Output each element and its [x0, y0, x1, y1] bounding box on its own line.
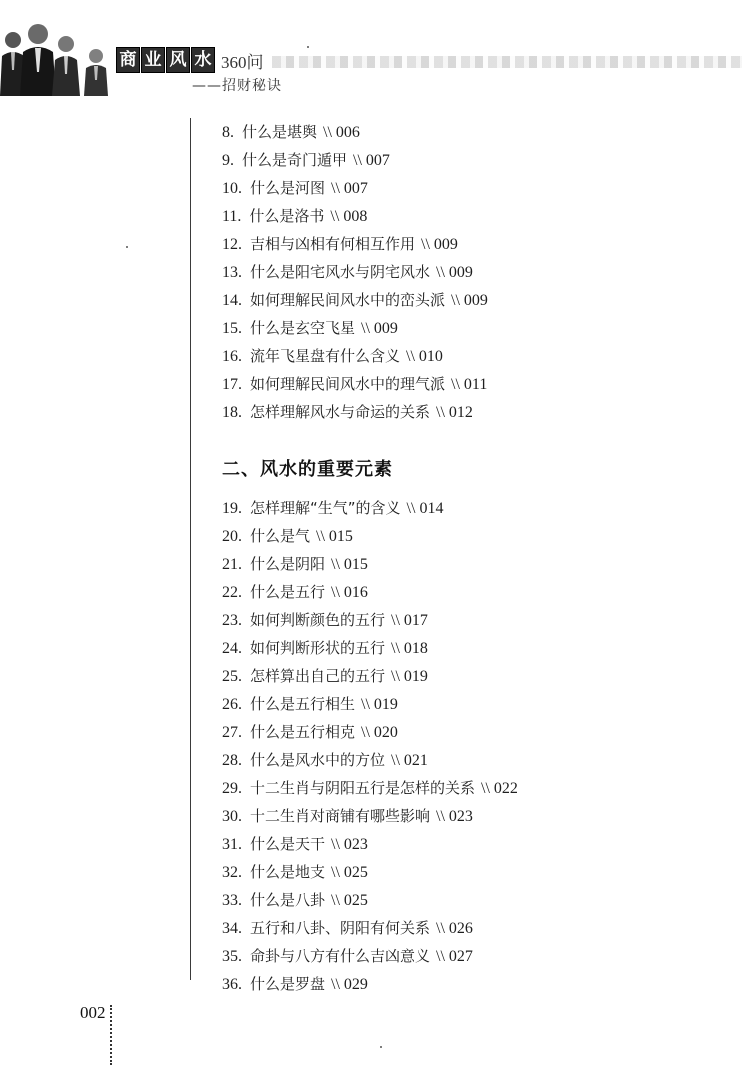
book-title	[116, 47, 264, 73]
toc-entry-title: 什么是风水中的方位	[250, 751, 386, 769]
toc-entry-page: \\ 014	[406, 500, 444, 517]
print-speck	[126, 246, 128, 248]
title-char: 商	[116, 47, 140, 73]
toc-entry-page: \\ 010	[406, 348, 443, 365]
toc-entry-page: \\ 017	[391, 612, 428, 629]
toc-entry-number: 33.	[222, 892, 242, 909]
toc-entry-page: \\ 008	[330, 208, 368, 225]
toc-entry-page: \\ 025	[331, 864, 368, 881]
toc-group-2	[222, 494, 742, 998]
toc-entry-page: \\ 020	[361, 724, 398, 741]
toc-entry-number: 10.	[222, 180, 242, 197]
toc-entry	[222, 258, 742, 286]
toc-entry	[222, 578, 742, 606]
toc-entry	[222, 230, 742, 258]
toc-entry-number: 15.	[222, 320, 242, 337]
toc-entry-number: 31.	[222, 836, 242, 853]
toc-entry-page: \\ 025	[331, 892, 368, 909]
title-char: 水	[191, 47, 215, 73]
toc-entry-number: 32.	[222, 864, 242, 881]
toc-entry-page: \\ 015	[331, 556, 368, 573]
page-number: 002	[80, 1003, 106, 1022]
toc-entry	[222, 146, 742, 174]
toc-entry	[222, 746, 742, 774]
toc-entry	[222, 970, 742, 998]
toc-entry-page: \\ 029	[331, 976, 368, 993]
toc-entry-number: 34.	[222, 920, 242, 937]
book-subtitle: ——招财秘诀	[192, 78, 282, 94]
toc-entry	[222, 914, 742, 942]
toc-entry-number: 8.	[222, 124, 234, 141]
toc-entry-number: 24.	[222, 640, 242, 657]
toc-entry-number: 36.	[222, 976, 242, 993]
toc-entry-title: 什么是天干	[250, 835, 326, 853]
toc-entry-number: 9.	[222, 152, 234, 169]
toc-entry	[222, 942, 742, 970]
toc-entry-title: 如何理解民间风水中的峦头派	[250, 291, 446, 309]
toc-entry	[222, 314, 742, 342]
toc-entry-title: 什么是阴阳	[250, 555, 326, 573]
toc-entry-title: 如何判断形状的五行	[250, 639, 386, 657]
toc-entry-title: 十二生肖对商铺有哪些影响	[250, 807, 431, 825]
toc-entry-number: 12.	[222, 236, 242, 253]
toc-entry-number: 11.	[222, 208, 242, 225]
toc-entry-title: 什么是河图	[250, 179, 326, 197]
toc-entry-title: 吉相与凶相有何相互作用	[250, 235, 416, 253]
toc-entry-number: 35.	[222, 948, 242, 965]
toc-entry-page: \\ 021	[391, 752, 428, 769]
vertical-divider	[190, 118, 191, 980]
toc-entry	[222, 606, 742, 634]
title-char: 业	[141, 47, 165, 73]
toc-entry-title: 五行和八卦、阴阳有何关系	[250, 919, 431, 937]
toc-entry-page: \\ 023	[436, 808, 473, 825]
title-char: 风	[166, 47, 190, 73]
toc-entry-page: \\ 009	[436, 264, 473, 281]
toc-entry-title: 命卦与八方有什么吉凶意义	[250, 947, 431, 965]
businessmen-photo	[0, 20, 112, 96]
toc-entry	[222, 550, 742, 578]
toc-entry	[222, 174, 742, 202]
toc-entry-number: 28.	[222, 752, 242, 769]
title-suffix: 360问	[221, 52, 264, 72]
toc-entry-page: \\ 018	[391, 640, 428, 657]
toc-entry	[222, 690, 742, 718]
print-speck	[307, 46, 309, 48]
toc-entry-page: \\ 016	[331, 584, 368, 601]
toc-entry-title: 什么是地支	[250, 863, 326, 881]
toc-entry	[222, 494, 742, 522]
toc-entry-title: 什么是堪舆	[242, 123, 318, 141]
toc-entry-page: \\ 011	[451, 376, 488, 393]
toc-entry-page: \\ 009	[361, 320, 398, 337]
toc-entry	[222, 398, 742, 426]
toc-entry	[222, 886, 742, 914]
toc-entry	[222, 202, 742, 230]
toc-entry-number: 19.	[222, 500, 242, 517]
toc-entry	[222, 662, 742, 690]
toc-entry-title: 十二生肖与阴阳五行是怎样的关系	[250, 779, 476, 797]
toc-entry-number: 17.	[222, 376, 242, 393]
toc-entry-number: 23.	[222, 612, 242, 629]
toc-entry	[222, 858, 742, 886]
toc-entry-number: 18.	[222, 404, 242, 421]
toc-entry-title: 什么是气	[250, 527, 311, 545]
toc-entry-page: \\ 027	[436, 948, 473, 965]
toc-entry-number: 13.	[222, 264, 242, 281]
print-speck	[380, 1046, 382, 1048]
toc-entry-title: 什么是奇门遁甲	[242, 151, 348, 169]
section-heading: 二、风水的重要元素	[222, 459, 393, 480]
toc-entry-title: 如何理解民间风水中的理气派	[250, 375, 446, 393]
toc-entry-number: 26.	[222, 696, 242, 713]
toc-entry	[222, 634, 742, 662]
toc-entry-title: 如何判断颜色的五行	[250, 611, 386, 629]
toc-entry	[222, 370, 742, 398]
table-of-contents	[222, 118, 742, 998]
toc-entry-title: 什么是八卦	[250, 891, 326, 909]
toc-entry-title: 怎样理解“生气”的含义	[250, 499, 401, 517]
toc-entry-page: \\ 015	[316, 528, 353, 545]
toc-entry-title: 什么是玄空飞星	[250, 319, 356, 337]
toc-entry-number: 27.	[222, 724, 242, 741]
toc-entry-page: \\ 009	[451, 292, 488, 309]
toc-entry	[222, 342, 742, 370]
toc-entry-title: 怎样理解风水与命运的关系	[250, 403, 431, 421]
toc-entry-number: 30.	[222, 808, 242, 825]
toc-entry-number: 20.	[222, 528, 242, 545]
toc-entry	[222, 118, 742, 146]
toc-entry-number: 25.	[222, 668, 242, 685]
toc-entry-page: \\ 023	[331, 836, 368, 853]
toc-entry-title: 什么是五行相生	[250, 695, 356, 713]
toc-entry-title: 什么是五行相克	[250, 723, 356, 741]
toc-entry-page: \\ 012	[436, 404, 473, 421]
toc-entry	[222, 522, 742, 550]
toc-entry-page: \\ 009	[421, 236, 458, 253]
toc-entry-number: 29.	[222, 780, 242, 797]
toc-entry	[222, 802, 742, 830]
page-edge-marker	[110, 1005, 114, 1065]
toc-entry-page: \\ 019	[391, 668, 428, 685]
toc-entry-page: \\ 007	[353, 152, 390, 169]
toc-group-1	[222, 118, 742, 426]
toc-entry-page: \\ 019	[361, 696, 398, 713]
toc-entry-title: 怎样算出自己的五行	[250, 667, 386, 685]
page-header	[0, 0, 750, 110]
toc-entry-number: 22.	[222, 584, 242, 601]
toc-entry	[222, 286, 742, 314]
toc-entry-title: 什么是阳宅风水与阴宅风水	[250, 263, 431, 281]
toc-entry-number: 16.	[222, 348, 242, 365]
toc-entry-number: 21.	[222, 556, 242, 573]
toc-entry-title: 什么是五行	[250, 583, 326, 601]
toc-entry	[222, 718, 742, 746]
toc-entry-page: \\ 026	[436, 920, 473, 937]
toc-entry-title: 流年飞星盘有什么含义	[250, 347, 401, 365]
toc-entry-page: \\ 022	[481, 780, 518, 797]
toc-entry-title: 什么是罗盘	[250, 975, 326, 993]
toc-entry	[222, 830, 742, 858]
toc-entry-page: \\ 007	[331, 180, 368, 197]
toc-entry-title: 什么是洛书	[249, 207, 325, 225]
header-decorative-rule	[272, 56, 742, 68]
toc-entry-number: 14.	[222, 292, 242, 309]
toc-entry-page: \\ 006	[323, 124, 360, 141]
toc-entry	[222, 774, 742, 802]
